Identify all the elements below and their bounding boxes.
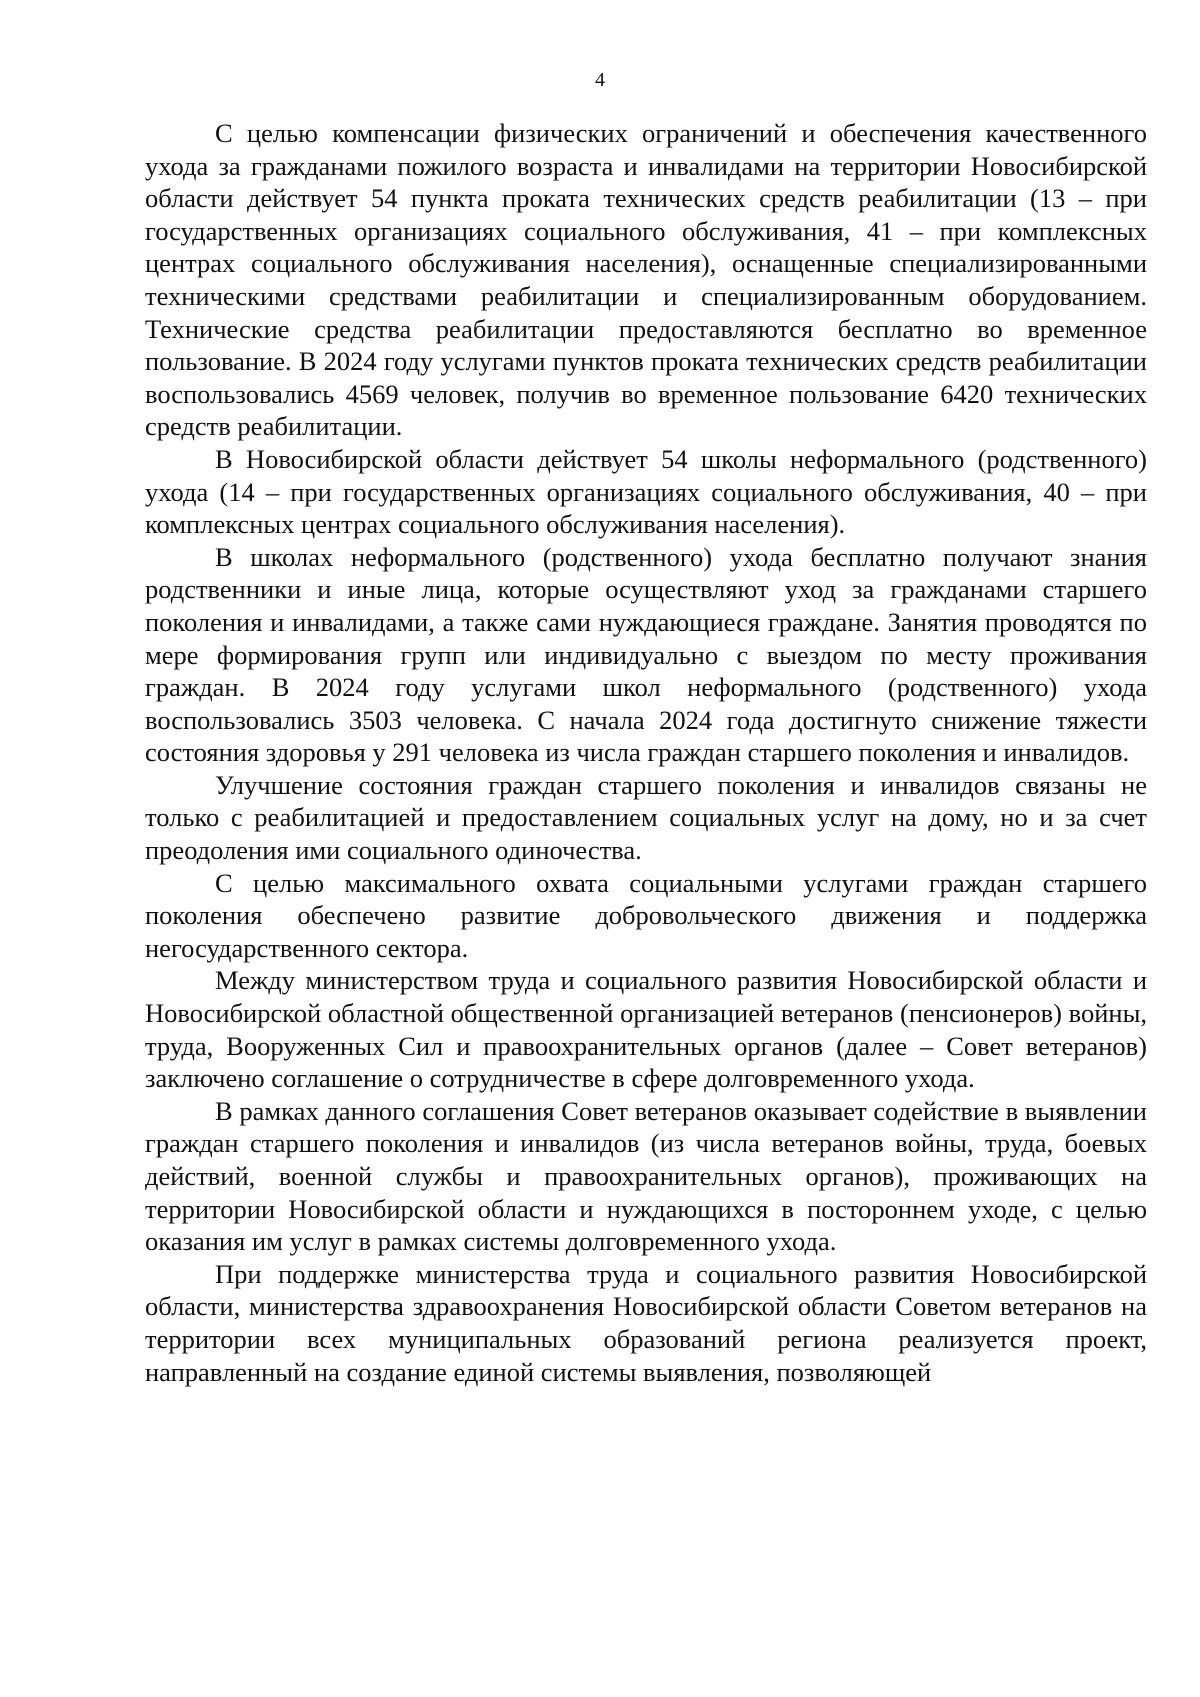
paragraph-veterans-agreement: Между министерством труда и социального развития Новосибирской области и Новосибирской областной общественной организацией ветеранов (пенсионеров) войны, труда, Вооруженных Сил и правоохранительных органов (далее – Совет ветеранов) заключено соглашение о сотрудничестве в сфере долговременного ухода.: [145, 965, 1147, 1094]
page-number: 4: [595, 69, 605, 91]
paragraph-rehab-rental-points: С целью компенсации физических ограничений и обеспечения качественного ухода за гражданами пожилого возраста и инвалидами на территории Новосибирской области действует 54 пункта проката технических средств реабилитации (13 – при государственных организациях социального обслуживания, 41 – при комплексных центрах социального обслуживания населения), оснащенные специализированными техническими средствами реабилитации и специализированным оборудованием. Технические средства реабилитации предоставляются бесплатно во временное пользование. В 2024 году услугами пунктов проката технических средств реабилитации воспользовались 4569 человек, получив во временное пользование 6420 технических средств реабилитации.: [145, 118, 1147, 442]
paragraph-informal-care-schools-count: В Новосибирской области действует 54 школы неформального (родственного) ухода (14 – при государственных организациях социального обслуживания, 40 – при комплексных центрах социального обслуживания населения).: [145, 443, 1147, 540]
paragraph-informal-care-schools-training: В школах неформального (родственного) ухода бесплатно получают знания родственники и иные лица, которые осуществляют уход за гражданами старшего поколения и инвалидами, а также сами нуждающиеся граждане. Занятия проводятся по мере формирования групп или индивидуально с выездом по месту проживания граждан. В 2024 году услугами школ неформального (родственного) ухода воспользовались 3503 человека. С начала 2024 года достигнуто снижение тяжести состояния здоровья у 291 человека из числа граждан старшего поколения и инвалидов.: [145, 541, 1147, 768]
paragraph-veterans-assistance: В рамках данного соглашения Совет ветеранов оказывает содействие в выявлении граждан старшего поколения и инвалидов (из числа ветеранов войны, труда, боевых действий, военной службы и правоохранительных органов), проживающих на территории Новосибирской области и нуждающихся в постороннем уходе, с целью оказания им услуг в рамках системы долговременного ухода.: [145, 1095, 1147, 1257]
paragraph-volunteer-movement: С целью максимального охвата социальными услугами граждан старшего поколения обеспечено развитие добровольческого движения и поддержка негосударственного сектора.: [145, 867, 1147, 963]
paragraph-ministry-project: При поддержке министерства труда и социального развития Новосибирской области, министерства здравоохранения Новосибирской области Советом ветеранов на территории всех муниципальных образований региона реализуется проект, направленный на создание единой системы выявления, позволяющей: [145, 1258, 1147, 1387]
paragraph-loneliness: Улучшение состояния граждан старшего поколения и инвалидов связаны не только с реабилитацией и предоставлением социальных услуг на дому, но и за счет преодоления ими социального одиночества.: [145, 769, 1147, 866]
body-text: [145, 117, 1147, 1388]
